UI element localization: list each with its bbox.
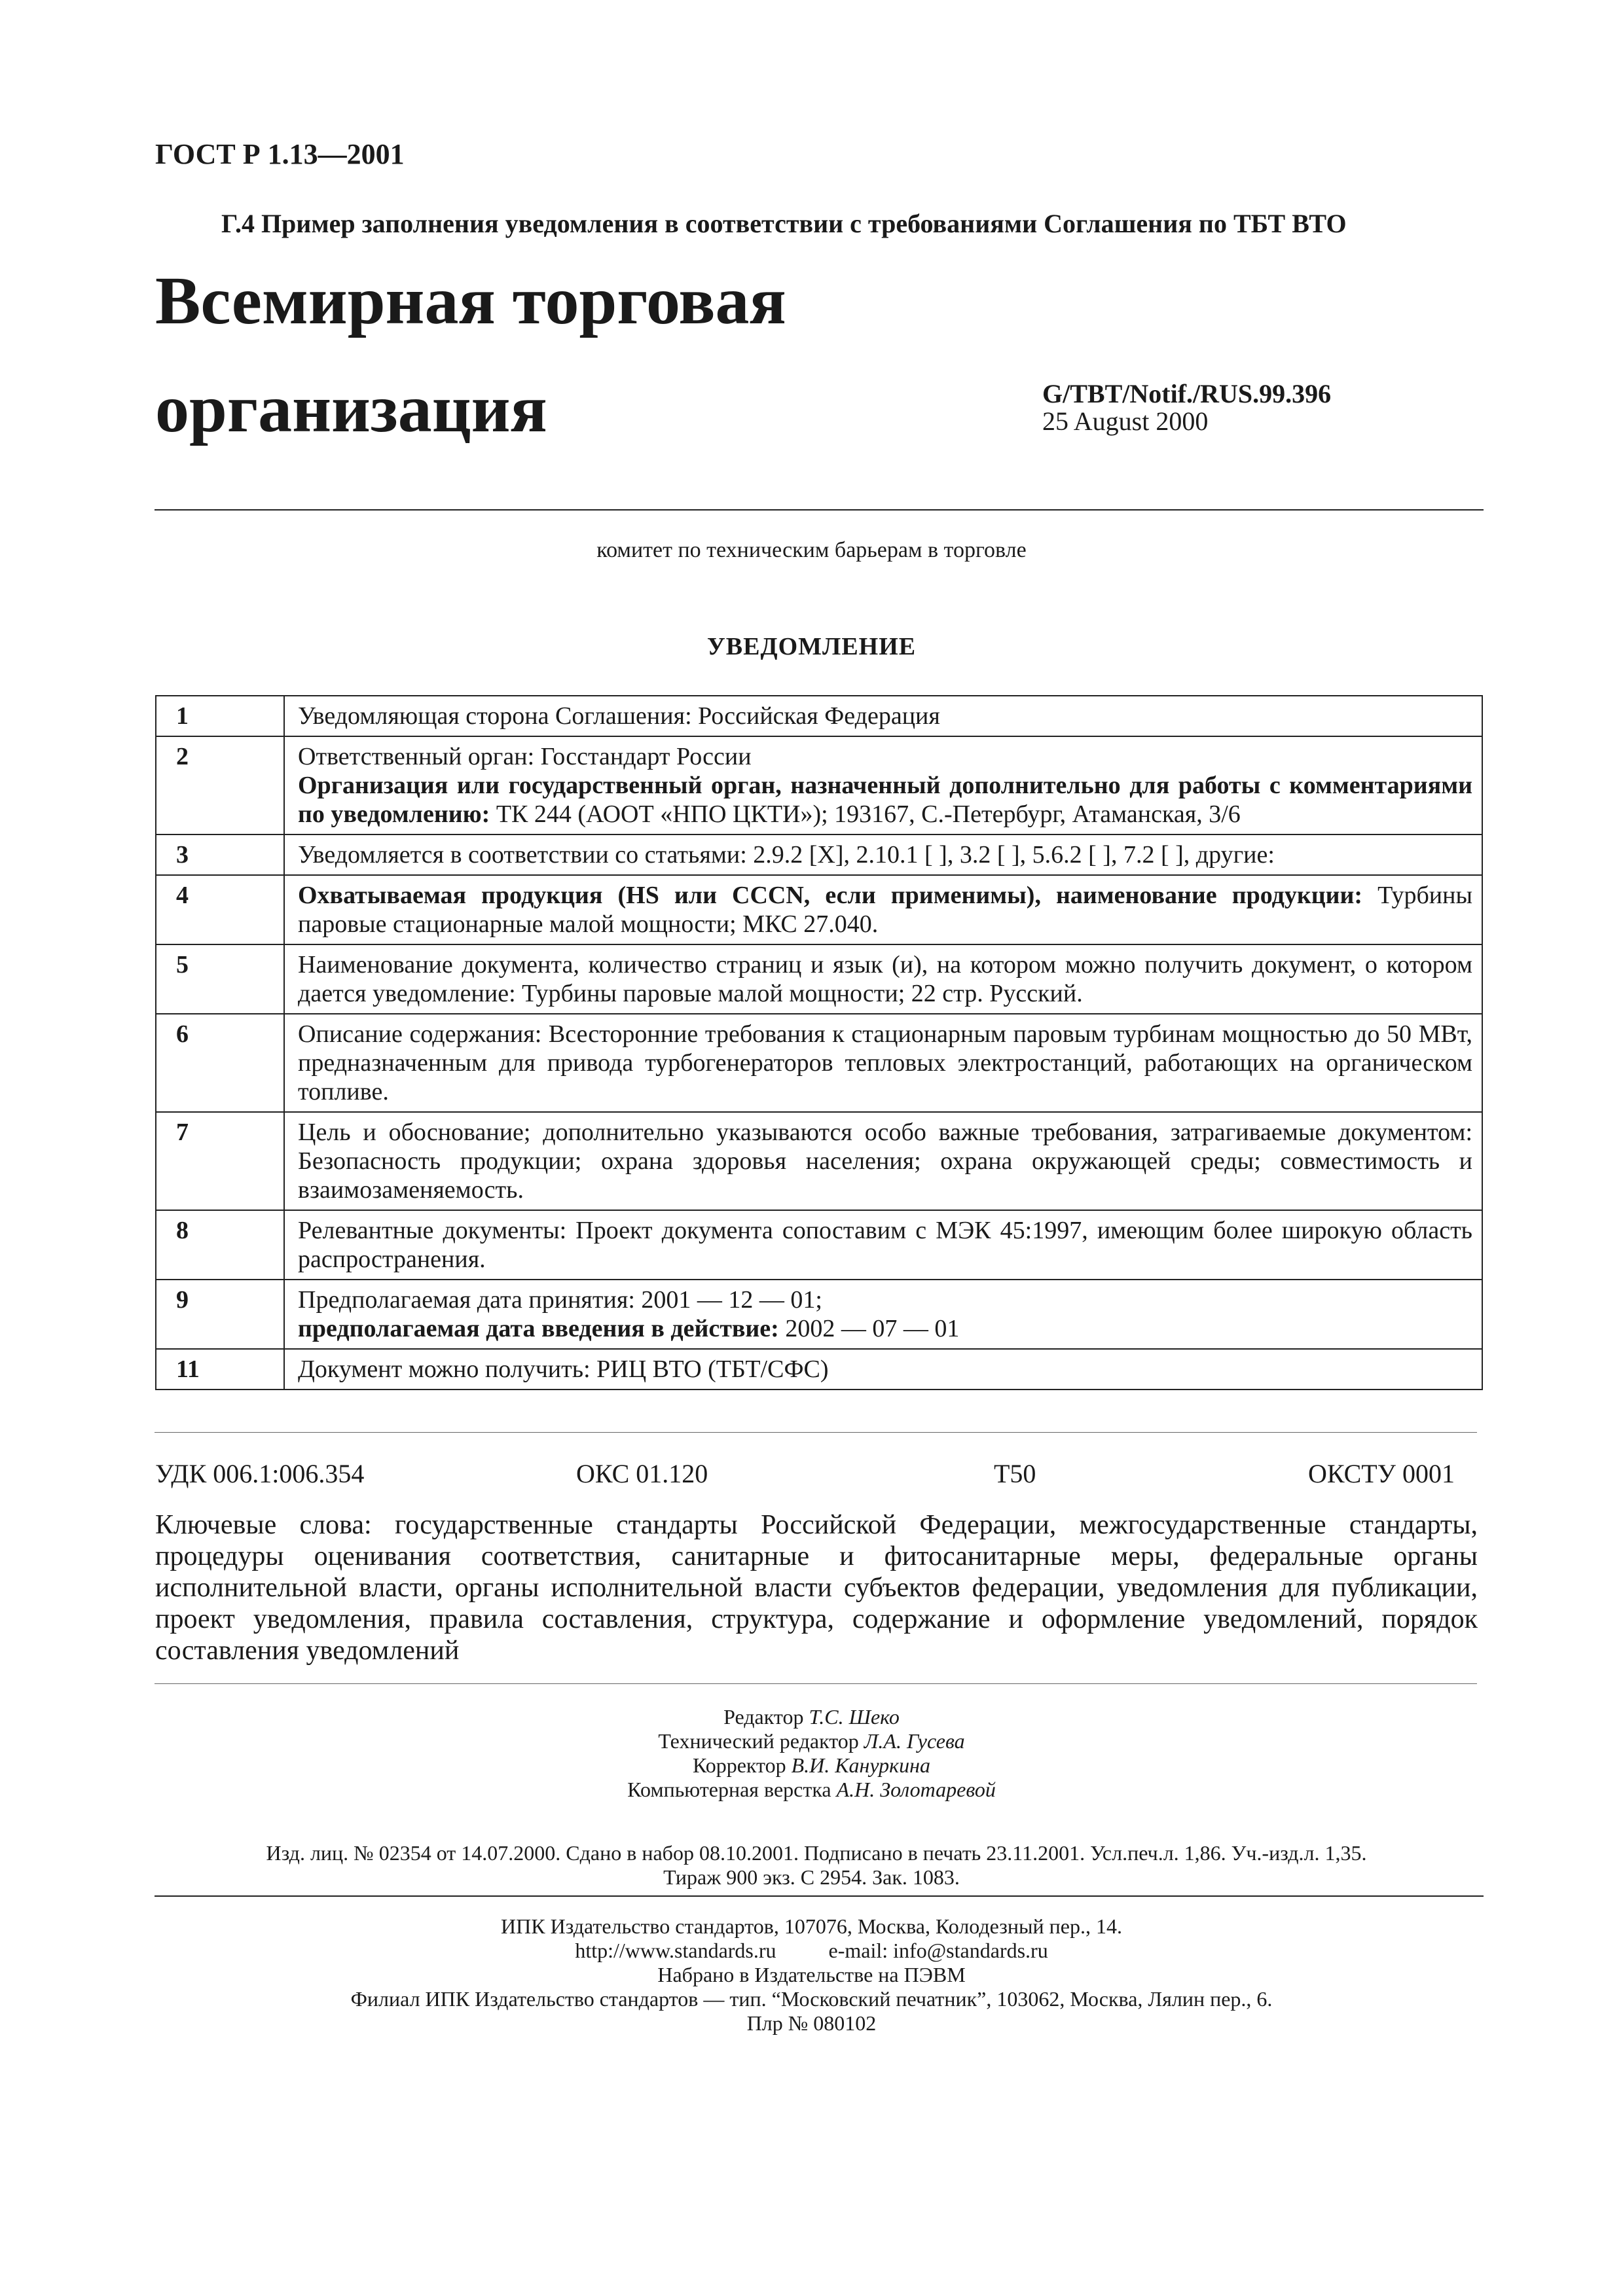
publisher-web: http://www.standards.ru e-mail: info@standards.ru (575, 1939, 1048, 1962)
table-row (156, 875, 1482, 944)
section-divider (155, 1432, 1477, 1433)
table-row (156, 834, 1482, 875)
row-bold-text: предполагаемая дата введения в действие: (298, 1315, 779, 1342)
table-row (156, 1112, 1482, 1210)
row-text (284, 1280, 1482, 1349)
row-plain-text: 2002 — 07 — 01 (778, 1315, 960, 1342)
org-name-line2: организация (155, 371, 547, 446)
row-text: Уведомляется в соответствии со статьями: 2.9.2 [X], 2.10.1 [ ], 3.2 [ ], 5.6.2 [ ], 7.2 [ ], другие: (284, 834, 1482, 875)
credit-corrector (0, 1753, 1623, 1778)
row-number: 9 (156, 1280, 284, 1349)
okstu-code: ОКСТУ 0001 (1308, 1459, 1455, 1488)
credit-person: В.И. Кануркина (791, 1753, 931, 1777)
publication-details: Изд. лиц. № 02354 от 14.07.2000. Сдано в набор 08.10.2001. Подписано в печать 23.11.2001. Усл.печ.л. 1,86. Уч.-изд.л. 1,35. (266, 1841, 1367, 1865)
row-plain-text: ТК 244 (АООТ «НПО ЦКТИ»); 193167, С.-Петербург, Атаманская, 3/6 (490, 800, 1241, 828)
credit-person: Т.С. Шеко (809, 1705, 900, 1729)
gost-code: ГОСТ Р 1.13—2001 (155, 138, 405, 170)
appendix-subtitle: Г.4 Пример заполнения уведомления в соответствии с требованиями Соглашения по ТБТ ВТО (221, 209, 1347, 238)
typeset-note: Набрано в Издательстве на ПЭВМ (657, 1963, 966, 1986)
row-plain-text: Турбины паровые стационарные малой мощности; МКС 27.040. (298, 882, 1472, 938)
row-number: 1 (156, 696, 284, 736)
credit-label: Технический редактор (658, 1729, 864, 1753)
committee-name: комитет по техническим барьерам в торговле (596, 538, 1027, 562)
credit-label: Компьютерная верстка (627, 1778, 837, 1801)
table-row (156, 1280, 1482, 1349)
document-date: 25 August 2000 (1042, 406, 1209, 436)
table-row (156, 944, 1482, 1014)
row-number: 11 (156, 1349, 284, 1390)
footer-divider (155, 1895, 1484, 1897)
notification-table (155, 695, 1483, 1390)
row-text-line (298, 1314, 1472, 1343)
header-divider (155, 509, 1484, 511)
credit-label: Редактор (723, 1705, 809, 1729)
row-bold-text: Охватываемая продукция (HS или CCCN, если применимы), наименование продукции: (298, 882, 1363, 909)
org-name-line1: Всемирная торговая (155, 263, 786, 338)
credit-label: Корректор (692, 1753, 792, 1777)
row-text: Релевантные документы: Проект документа сопоставим с МЭК 45:1997, имеющим более широкую область распространения. (284, 1210, 1482, 1280)
print-run-details: Тираж 900 экз. С 2954. Зак. 1083. (663, 1865, 960, 1889)
row-text-line: Предполагаемая дата принятия: 2001 — 12 — 01; (298, 1286, 822, 1314)
credit-tech-editor (0, 1729, 1623, 1753)
row-text-line (298, 771, 1472, 829)
notice-title: УВЕДОМЛЕНИЕ (706, 633, 917, 660)
row-text (284, 736, 1482, 834)
section-divider (155, 1683, 1477, 1684)
document-symbol: G/TBT/Notif./RUS.99.396 (1042, 379, 1332, 408)
udk-code: УДК 006.1:006.354 (155, 1459, 365, 1488)
row-number: 6 (156, 1014, 284, 1112)
credit-person: А.Н. Золотаревой (836, 1778, 996, 1801)
credit-editor (0, 1705, 1623, 1729)
row-text: Уведомляющая сторона Соглашения: Российская Федерация (284, 696, 1482, 736)
table-row (156, 1210, 1482, 1280)
publisher-address: ИПК Издательство стандартов, 107076, Москва, Колодезный пер., 14. (501, 1914, 1122, 1938)
row-text: Цель и обоснование; дополнительно указываются особо важные требования, затрагиваемые документом: Безопасность продукции; охрана здоровья населения; охрана окружающей среды; совместимость и взаимозаменяемость. (284, 1112, 1482, 1210)
license-number: Плр № 080102 (746, 2011, 877, 2035)
row-number: 8 (156, 1210, 284, 1280)
table-row (156, 1014, 1482, 1112)
table-row (156, 1349, 1482, 1390)
row-text (284, 875, 1482, 944)
table-row (156, 736, 1482, 834)
row-text: Описание содержания: Всесторонние требования к стационарным паровым турбинам мощностью до 50 МВт, предназначенным для привода турбогенераторов тепловых электростанций, работающих на органическом топливе. (284, 1014, 1482, 1112)
table-row (156, 696, 1482, 736)
row-number: 5 (156, 944, 284, 1014)
row-text-line: Ответственный орган: Госстандарт России (298, 743, 752, 770)
row-number: 4 (156, 875, 284, 944)
row-bold-text: Организация или государственный орган, назначенный дополнительно для работы с комментариями по уведомлению: (298, 772, 1472, 828)
printing-branch: Филиал ИПК Издательство стандартов — тип. “Московский печатник”, 103062, Москва, Лялин пер., 6. (350, 1987, 1273, 2011)
row-number: 2 (156, 736, 284, 834)
row-text: Документ можно получить: РИЦ ВТО (ТБТ/СФС) (284, 1349, 1482, 1390)
keywords-paragraph: Ключевые слова: государственные стандарты Российской Федерации, межгосударственные стандарты, процедуры оценивания соответствия, санитарные и фитосанитарные меры, федеральные органы исполнительной власти, органы исполнительной власти субъектов федерации, уведомления для публикации, проект уведомления, правила составления, структура, содержание и оформление уведомлений, порядок составления уведомлений (155, 1510, 1478, 1666)
credit-layout (0, 1778, 1623, 1802)
row-number: 3 (156, 834, 284, 875)
row-number: 7 (156, 1112, 284, 1210)
row-text: Наименование документа, количество страниц и язык (и), на котором можно получить документ, о котором дается уведомление: Турбины паровые малой мощности; 22 стр. Русский. (284, 944, 1482, 1014)
credit-person: Л.А. Гусева (864, 1729, 965, 1753)
oks-code: ОКС 01.120 (576, 1459, 708, 1488)
t-code: Т50 (994, 1459, 1036, 1488)
